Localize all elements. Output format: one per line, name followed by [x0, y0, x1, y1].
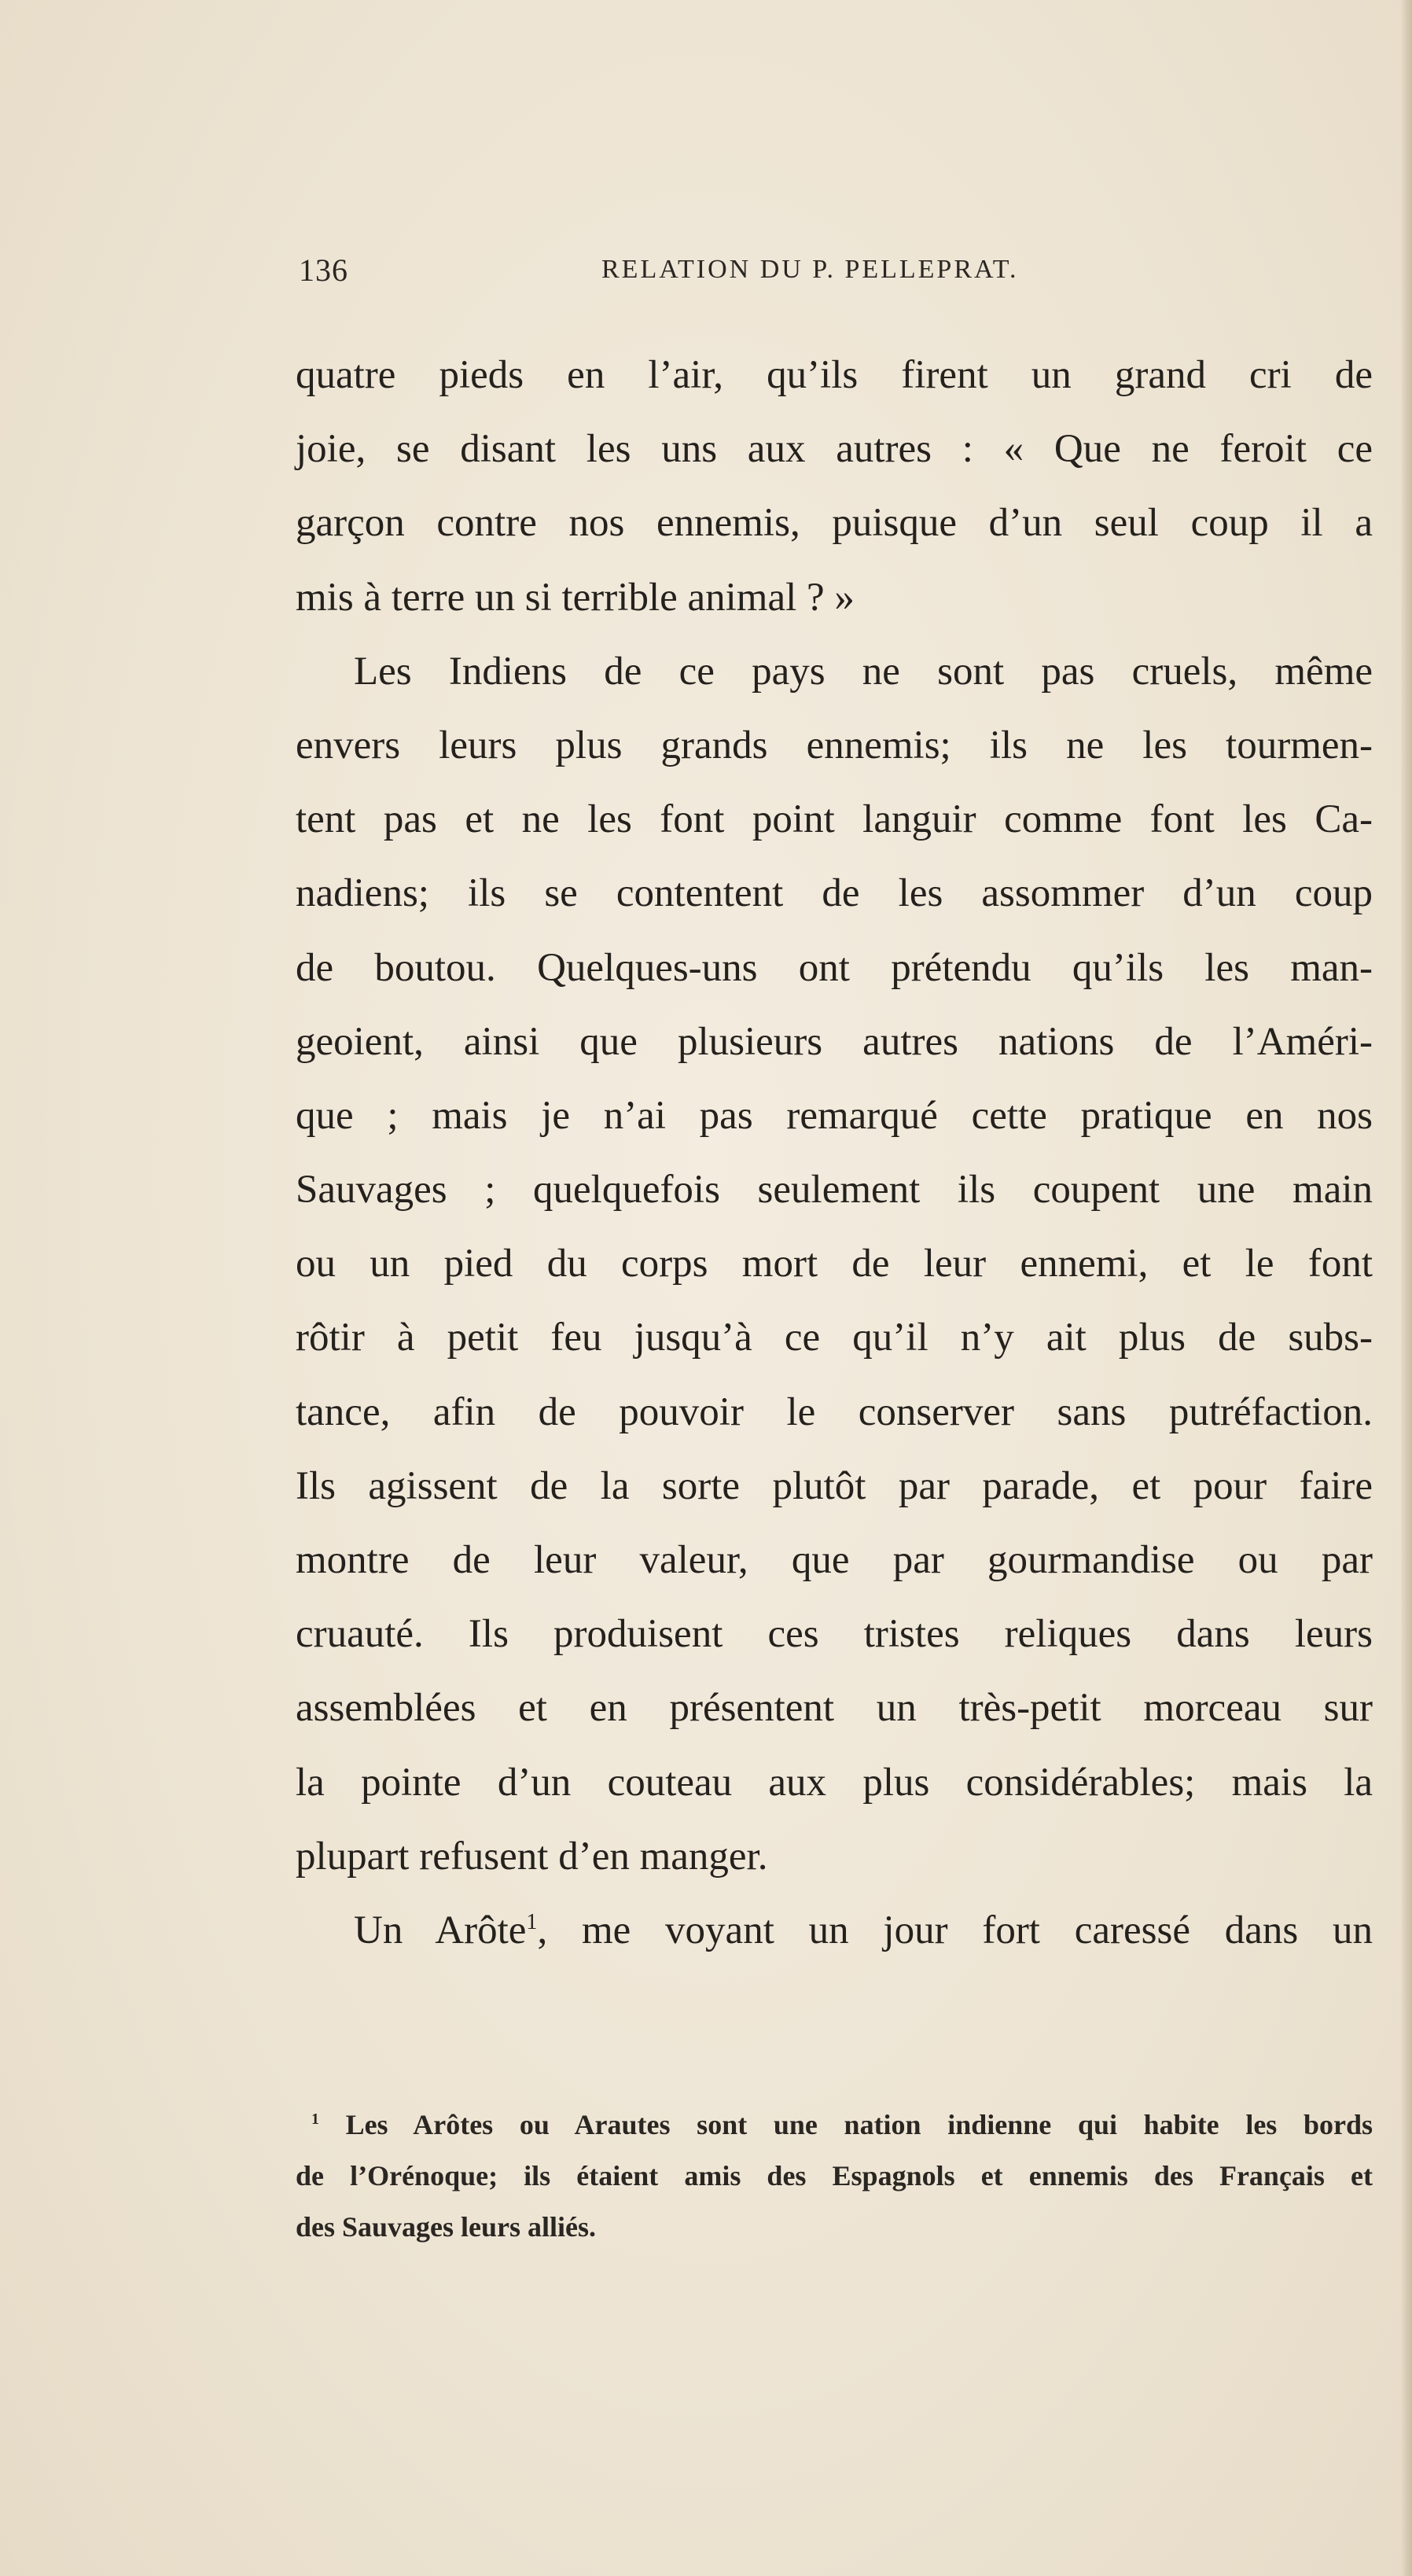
- text-line: rôtir à petit feu jusqu’à ce qu’il n’y ait plus de subs-: [296, 1316, 1373, 1360]
- body-text: [296, 338, 1373, 1967]
- running-title: RELATION DU P. PELLEPRAT.: [601, 255, 1019, 284]
- text-line: Ils agissent de la sorte plutôt par parade, et pour faire: [296, 1463, 1373, 1508]
- page-number: 136: [299, 252, 348, 288]
- footnote-line: des Sauvages leurs alliés.: [296, 2211, 597, 2243]
- footnote-reference: 1: [526, 1909, 538, 1934]
- footnote-line: [296, 2099, 1373, 2151]
- page-header: [299, 252, 1101, 299]
- text-line: ou un pied du corps mort de leur ennemi, et le font: [296, 1242, 1373, 1286]
- text-line: montre de leur valeur, que par gourmandise ou par: [296, 1538, 1373, 1582]
- text-segment: Un Arôte: [354, 1908, 527, 1952]
- text-line: quatre pieds en l’air, qu’ils firent un grand cri de: [296, 353, 1373, 397]
- text-line: geoient, ainsi que plusieurs autres nations de l’Améri-: [296, 1019, 1373, 1064]
- text-line: cruauté. Ils produisent ces tristes reliques dans leurs: [296, 1612, 1373, 1657]
- text-line: tance, afin de pouvoir le conserver sans putréfaction.: [296, 1389, 1373, 1434]
- text-line: plupart refusent d’en manger.: [296, 1834, 768, 1879]
- footnote: [296, 2099, 1373, 2253]
- text-line: Sauvages ; quelquefois seulement ils coupent une main: [296, 1168, 1373, 1213]
- text-line-with-note: [296, 1893, 1373, 1967]
- footnote-mark: 1: [311, 2110, 319, 2128]
- text-line: garçon contre nos ennemis, puisque d’un seul coup il a: [296, 501, 1373, 546]
- text-line: joie, se disant les uns aux autres : « Que ne feroit ce: [296, 427, 1373, 472]
- text-segment: , me voyant un jour fort caressé dans un: [537, 1908, 1373, 1952]
- text-line: nadiens; ils se contentent de les assommer d’un coup: [296, 871, 1373, 916]
- text-line: de boutou. Quelques-uns ont prétendu qu’ils les man-: [296, 945, 1373, 990]
- text-line: envers leurs plus grands ennemis; ils ne les tourmen-: [296, 723, 1373, 767]
- text-line: la pointe d’un couteau aux plus considérables; mais la: [296, 1760, 1373, 1805]
- text-line: assemblées et en présentent un très-petit morceau sur: [296, 1686, 1373, 1731]
- text-line: mis à terre un si terrible animal ? »: [296, 575, 855, 620]
- page-edge: [1401, 0, 1412, 2576]
- text-line: tent pas et ne les font point languir comme font les Ca-: [296, 797, 1373, 842]
- text-line: que ; mais je n’ai pas remarqué cette pratique en nos: [296, 1093, 1373, 1138]
- footnote-line: de l’Orénoque; ils étaient amis des Espagnols et ennemis des Français et: [296, 2160, 1373, 2191]
- footnote-text: Les Arôtes ou Arautes sont une nation indienne qui habite les bords: [345, 2109, 1373, 2140]
- text-line: Les Indiens de ce pays ne sont pas cruels, même: [354, 649, 1373, 694]
